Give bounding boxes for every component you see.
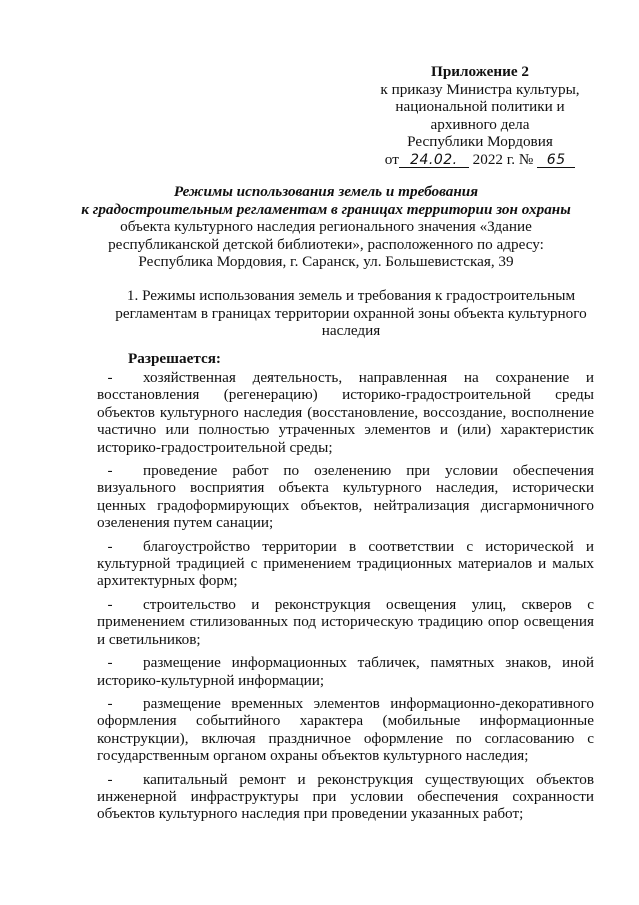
appendix-line: Республики Мордовия [407,133,553,150]
list-item [97,695,594,765]
list-item [97,369,594,456]
document-title [40,183,612,271]
bullet-dash: - [107,694,113,712]
section-1-heading: 1. Режимы использования земель и требования к градостроительным регламентам в границах территории охранной зоны объекта культурного наследия [115,287,587,339]
list-item [97,538,594,590]
title-line: республиканской детской библиотеки», расположенного по адресу: [108,235,544,253]
bullet-dash: - [107,595,113,613]
appendix-title: Приложение 2 [431,63,529,80]
appendix-line: архивного дела [430,115,530,133]
list-item [97,654,594,689]
list-item-text: проведение работ по озеленению при условии обеспечения визуального восприятия объекта культурного наследия, исторически ценных градоформирующих объектов, нейтрализация дисгармоничного озеленения путем санации; [97,462,594,532]
appendix-block [360,63,600,168]
bullet-dash: - [107,537,113,555]
list-item-text: капитальный ремонт и реконструкция существующих объектов инженерной инфраструктуры при условии обеспечения сохранности объектов культурного наследия при проведении указанных работ; [97,770,594,823]
order-year: 2022 г. № [472,150,534,168]
bullet-dash: - [107,462,113,480]
allowed-list [97,369,594,829]
list-item [97,596,594,648]
order-prefix: от [384,150,399,168]
title-line: объекта культурного наследия регионального значения «Здание [120,218,532,235]
title-line: Республика Мордовия, г. Саранск, ул. Большевистская, 39 [138,253,514,270]
list-item [97,462,594,532]
bullet-dash: - [107,654,113,672]
list-item-text: размещение информационных табличек, памятных знаков, иной историко-культурной информации; [97,654,594,689]
title-line: Режимы использования земель и требования [173,183,479,200]
order-line [360,151,600,169]
list-item-text: строительство и реконструкция освещения улиц, скверов с применением стилизованных под историческую традицию опор освещения и светильников; [97,595,594,648]
list-item [97,771,594,823]
allowed-heading: Разрешается: [128,350,221,367]
list-item-text: благоустройство территории в соответствии с исторической и культурной традицией с применением традиционных материалов и малых архитектурных форм; [97,537,594,590]
appendix-line: к приказу Министра культуры, [380,80,580,98]
title-line: к градостроительным регламентам в границах территории зон охраны [81,200,571,218]
bullet-dash: - [107,369,113,386]
order-date-handwritten: 24.02. [399,153,469,168]
list-item-text: хозяйственная деятельность, направленная на сохранение и восстановления (регенерацию) историко-градостроительной среды объектов культурного наследия (восстановление, воссоздание, восполнение частично или полностью утраченных элементов и (или) характеристик историко-градостроительной среды; [97,369,594,456]
order-number-handwritten: 65 [537,153,575,168]
appendix-line: национальной политики и [395,98,565,115]
bullet-dash: - [107,770,113,788]
list-item-text: размещение временных элементов информационно-декоративного оформления событийного характера (мобильные информационные конструкции), включая праздничное оформление по согласованию с государственным органом охраны объектов культурного наследия; [97,694,594,765]
